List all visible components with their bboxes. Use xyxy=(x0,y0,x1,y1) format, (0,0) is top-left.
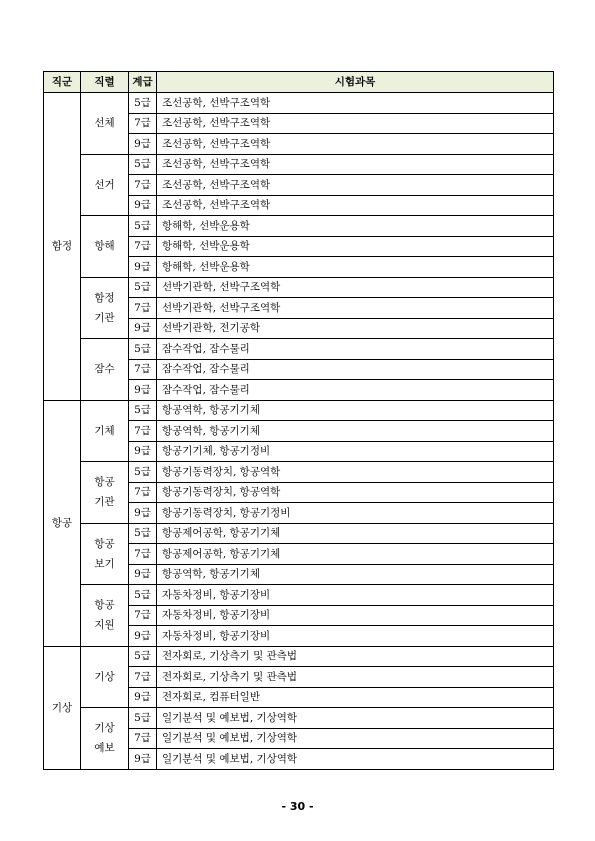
subject-cell: 조선공학, 선박구조역학 xyxy=(157,113,554,134)
table-row xyxy=(44,277,554,298)
grade-cell: 7급 xyxy=(129,667,157,688)
series-cell: 기체 xyxy=(81,400,129,462)
grade-cell: 9급 xyxy=(129,195,157,216)
grade-cell: 9급 xyxy=(129,441,157,462)
grade-cell: 5급 xyxy=(129,708,157,729)
subject-cell: 항공기기체, 항공기정비 xyxy=(157,441,554,462)
grade-cell: 5급 xyxy=(129,646,157,667)
grade-cell: 5급 xyxy=(129,277,157,298)
subject-cell: 자동차정비, 항공기장비 xyxy=(157,626,554,647)
subject-cell: 항공역학, 항공기기체 xyxy=(157,564,554,585)
grade-cell: 7급 xyxy=(129,728,157,749)
group-cell: 기상 xyxy=(44,646,81,769)
subject-cell: 조선공학, 선박구조역학 xyxy=(157,93,554,114)
subject-cell: 항공역학, 항공기기체 xyxy=(157,421,554,442)
table-row xyxy=(44,154,554,175)
grade-cell: 9급 xyxy=(129,564,157,585)
subject-cell: 전자회로, 기상측기 및 관측법 xyxy=(157,646,554,667)
subject-cell: 선박기관학, 전기공학 xyxy=(157,318,554,339)
grade-cell: 5급 xyxy=(129,216,157,237)
grade-cell: 7급 xyxy=(129,298,157,319)
grade-cell: 5급 xyxy=(129,154,157,175)
subject-cell: 항공제어공학, 항공기기체 xyxy=(157,523,554,544)
grade-cell: 7급 xyxy=(129,359,157,380)
group-cell: 항공 xyxy=(44,400,81,646)
subject-cell: 전자회로, 기상측기 및 관측법 xyxy=(157,667,554,688)
series-cell: 기상 xyxy=(81,646,129,708)
group-cell: 함정 xyxy=(44,93,81,401)
grade-cell: 9급 xyxy=(129,687,157,708)
grade-cell: 7급 xyxy=(129,482,157,503)
grade-cell: 9급 xyxy=(129,380,157,401)
table-row xyxy=(44,216,554,237)
series-cell: 선거 xyxy=(81,154,129,216)
grade-cell: 5급 xyxy=(129,93,157,114)
subject-cell: 일기분석 및 예보법, 기상역학 xyxy=(157,749,554,770)
subject-cell: 항해학, 선박운용학 xyxy=(157,236,554,257)
subject-cell: 일기분석 및 예보법, 기상역학 xyxy=(157,708,554,729)
table-row xyxy=(44,400,554,421)
subject-cell: 항해학, 선박운용학 xyxy=(157,216,554,237)
grade-cell: 9급 xyxy=(129,749,157,770)
grade-cell: 9급 xyxy=(129,503,157,524)
header-cell: 직렬 xyxy=(81,72,129,93)
exam-subjects-table xyxy=(43,71,554,770)
subject-cell: 조선공학, 선박구조역학 xyxy=(157,154,554,175)
grade-cell: 7급 xyxy=(129,544,157,565)
grade-cell: 5급 xyxy=(129,523,157,544)
series-cell: 항공 보기 xyxy=(81,523,129,585)
subject-cell: 자동차정비, 항공기장비 xyxy=(157,605,554,626)
subject-cell: 잠수작업, 잠수물리 xyxy=(157,339,554,360)
grade-cell: 5급 xyxy=(129,400,157,421)
table-row xyxy=(44,462,554,483)
subject-cell: 잠수작업, 잠수물리 xyxy=(157,359,554,380)
series-cell: 항공 기관 xyxy=(81,462,129,524)
table-row xyxy=(44,93,554,114)
subject-cell: 항공제어공학, 항공기기체 xyxy=(157,544,554,565)
series-cell: 기상 예보 xyxy=(81,708,129,770)
series-cell: 함정 기관 xyxy=(81,277,129,339)
series-cell: 항공 지원 xyxy=(81,585,129,647)
table-row xyxy=(44,339,554,360)
subject-cell: 잠수작업, 잠수물리 xyxy=(157,380,554,401)
subject-cell: 항공기동력장치, 항공역학 xyxy=(157,482,554,503)
grade-cell: 7급 xyxy=(129,113,157,134)
table-row xyxy=(44,523,554,544)
grade-cell: 9급 xyxy=(129,134,157,155)
grade-cell: 7급 xyxy=(129,421,157,442)
table-row xyxy=(44,646,554,667)
grade-cell: 7급 xyxy=(129,605,157,626)
header-cell: 계급 xyxy=(129,72,157,93)
subject-cell: 항공기동력장치, 항공역학 xyxy=(157,462,554,483)
table-row xyxy=(44,708,554,729)
grade-cell: 9급 xyxy=(129,318,157,339)
subject-cell: 전자회로, 컴퓨터일반 xyxy=(157,687,554,708)
subject-cell: 항해학, 선박운용학 xyxy=(157,257,554,278)
grade-cell: 7급 xyxy=(129,175,157,196)
subject-cell: 선박기관학, 선박구조역학 xyxy=(157,298,554,319)
series-cell: 잠수 xyxy=(81,339,129,401)
grade-cell: 7급 xyxy=(129,236,157,257)
subject-cell: 항공역학, 항공기기체 xyxy=(157,400,554,421)
table-row xyxy=(44,585,554,606)
subject-cell: 선박기관학, 선박구조역학 xyxy=(157,277,554,298)
subject-cell: 자동차정비, 항공기장비 xyxy=(157,585,554,606)
series-cell: 항해 xyxy=(81,216,129,278)
header-cell: 시험과목 xyxy=(157,72,554,93)
page-number: - 30 - xyxy=(281,800,314,813)
series-cell: 선체 xyxy=(81,93,129,155)
subject-cell: 조선공학, 선박구조역학 xyxy=(157,175,554,196)
subject-cell: 일기분석 및 예보법, 기상역학 xyxy=(157,728,554,749)
subject-cell: 항공기동력장치, 항공기정비 xyxy=(157,503,554,524)
grade-cell: 9급 xyxy=(129,626,157,647)
header-row xyxy=(44,72,554,93)
grade-cell: 5급 xyxy=(129,462,157,483)
subject-cell: 조선공학, 선박구조역학 xyxy=(157,195,554,216)
grade-cell: 5급 xyxy=(129,585,157,606)
grade-cell: 9급 xyxy=(129,257,157,278)
header-cell: 직군 xyxy=(44,72,81,93)
subject-cell: 조선공학, 선박구조역학 xyxy=(157,134,554,155)
grade-cell: 5급 xyxy=(129,339,157,360)
